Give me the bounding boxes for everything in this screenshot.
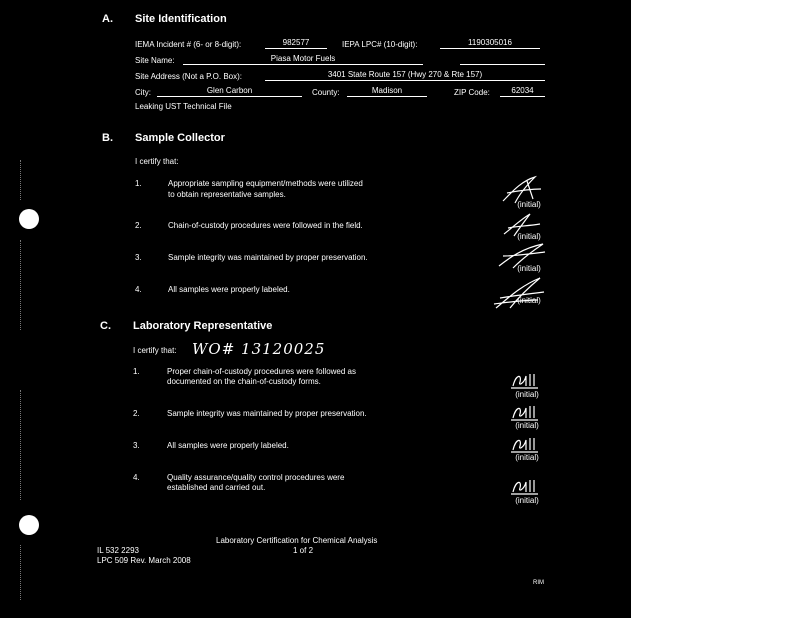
c-item-number: 2.: [133, 409, 140, 418]
zip-label: ZIP Code:: [454, 88, 490, 97]
section-b-certify: I certify that:: [135, 157, 179, 166]
c-item-text: Proper chain-of-custody procedures were followed as: [167, 367, 356, 376]
section-b-letter: B.: [102, 132, 113, 144]
edge-marks: [20, 390, 23, 500]
b-item-text: Appropriate sampling equipment/methods were utilized: [168, 179, 363, 188]
iepa-label: IEPA LPC# (10-digit):: [342, 40, 418, 49]
footer-form-id: IL 532 2293: [97, 546, 139, 555]
city-field: Glen Carbon: [157, 85, 302, 97]
section-a-letter: A.: [102, 13, 113, 25]
site-name-extra-line: [460, 53, 545, 65]
b-item-number: 4.: [135, 285, 142, 294]
footer-form-rev: LPC 509 Rev. March 2008: [97, 556, 191, 565]
lab-initial-signature: [510, 402, 540, 422]
b-item-number: 3.: [135, 253, 142, 262]
section-a-title: Site Identification: [135, 13, 227, 25]
c-item-text: All samples were properly labeled.: [167, 441, 289, 450]
initial-label: (initial): [515, 421, 539, 430]
binder-hole-top: [19, 209, 39, 229]
edge-marks: [20, 545, 23, 600]
b-item-text: to obtain representative samples.: [168, 190, 286, 199]
c-item-number: 1.: [133, 367, 140, 376]
site-address-label: Site Address (Not a P.O. Box):: [135, 72, 243, 81]
zip-field: 62034: [500, 85, 545, 97]
edge-marks: [20, 160, 23, 200]
footer-title: Laboratory Certification for Chemical Analysis: [216, 536, 378, 545]
c-item-text: established and carried out.: [167, 483, 266, 492]
collector-initial-signature: [490, 276, 548, 312]
corner-mark: RIM: [533, 580, 544, 586]
site-name-label: Site Name:: [135, 56, 175, 65]
c-item-number: 3.: [133, 441, 140, 450]
b-item-text: Sample integrity was maintained by proper preservation.: [168, 253, 368, 262]
incident-label: IEMA Incident # (6- or 8-digit):: [135, 40, 242, 49]
c-item-text: documented on the chain-of-custody forms.: [167, 377, 321, 386]
lab-initial-signature: [510, 434, 540, 454]
lab-initial-signature: [510, 476, 540, 496]
initial-label: (initial): [515, 453, 539, 462]
initial-label: (initial): [517, 200, 541, 209]
city-label: City:: [135, 88, 151, 97]
site-address-field: 3401 State Route 157 (Hwy 270 & Rte 157): [265, 69, 545, 81]
b-item-text: Chain-of-custody procedures were followed in the field.: [168, 221, 363, 230]
edge-marks: [20, 240, 23, 330]
initial-label: (initial): [515, 496, 539, 505]
b-item-number: 2.: [135, 221, 142, 230]
county-field: Madison: [347, 85, 427, 97]
lab-initial-signature: [510, 370, 540, 390]
initial-label: (initial): [517, 296, 541, 305]
iepa-field: 1190305016: [440, 37, 540, 49]
c-item-number: 4.: [133, 473, 140, 482]
incident-field: 982577: [265, 37, 327, 49]
initial-label: (initial): [517, 264, 541, 273]
section-b-title: Sample Collector: [135, 132, 225, 144]
county-label: County:: [312, 88, 340, 97]
b-item-text: All samples were properly labeled.: [168, 285, 290, 294]
b-item-number: 1.: [135, 179, 142, 188]
binder-hole-bottom: [19, 515, 39, 535]
site-name-field: Piasa Motor Fuels: [183, 53, 423, 65]
footer-page: 1 of 2: [293, 546, 314, 555]
work-order-handwritten: WO# 13120025: [192, 340, 326, 358]
section-c-certify: I certify that:: [133, 346, 177, 355]
initial-label: (initial): [517, 232, 541, 241]
section-c-letter: C.: [100, 320, 111, 332]
file-label: Leaking UST Technical File: [135, 102, 232, 111]
c-item-text: Sample integrity was maintained by proper preservation.: [167, 409, 367, 418]
c-item-text: Quality assurance/quality control procedures were: [167, 473, 345, 482]
section-c-title: Laboratory Representative: [133, 320, 273, 332]
initial-label: (initial): [515, 390, 539, 399]
